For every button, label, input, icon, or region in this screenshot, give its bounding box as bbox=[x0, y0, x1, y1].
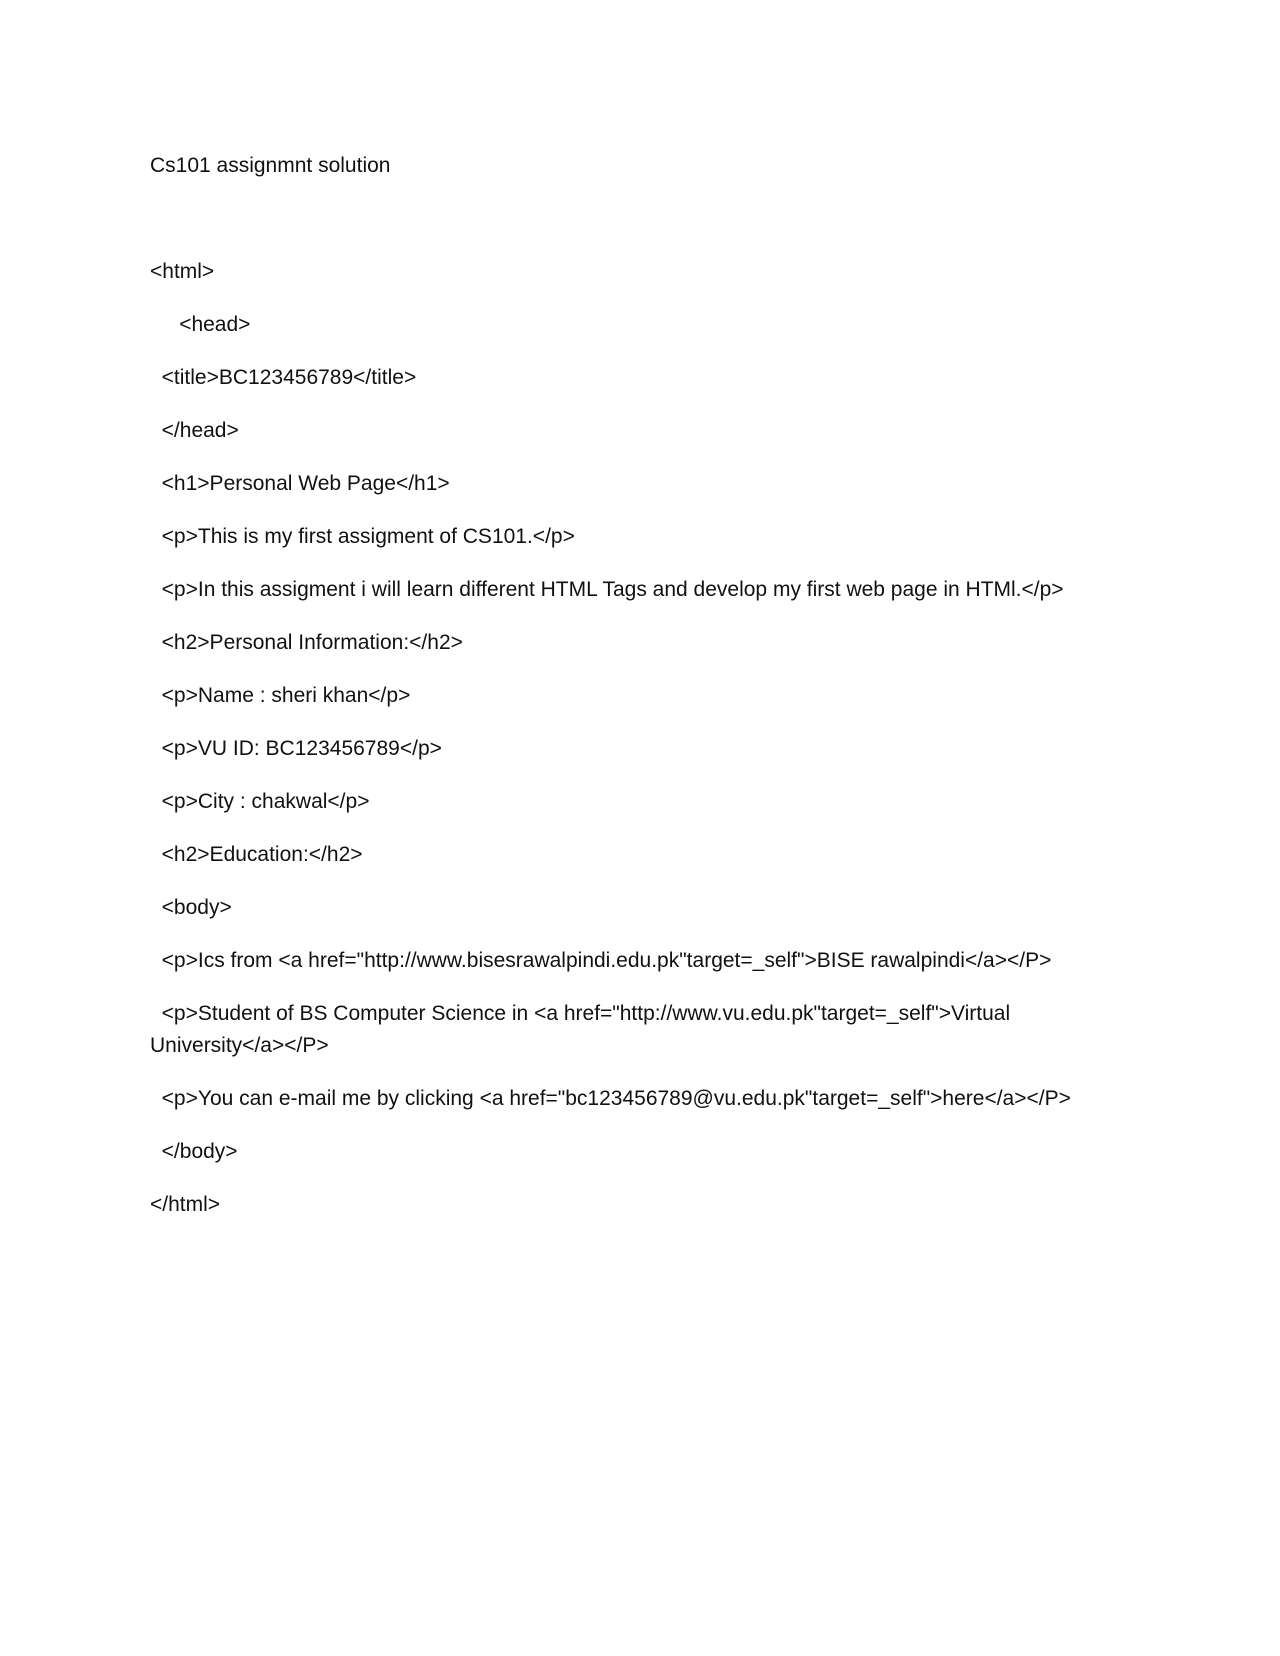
code-line: <h1>Personal Web Page</h1> bbox=[150, 472, 450, 495]
code-line: <p>VU ID: BC123456789</p> bbox=[150, 737, 442, 760]
code-line: <p>Ics from <a href="http://www.bisesrawalpindi.edu.pk"target=_self">BISE rawalpindi</a></P> bbox=[150, 949, 1052, 972]
code-line: <body> bbox=[150, 896, 232, 919]
document-body bbox=[150, 150, 1090, 1242]
code-line: <p>Name : sheri khan</p> bbox=[150, 684, 411, 707]
document-title: Cs101 assignmnt solution bbox=[150, 154, 391, 177]
code-line: <p>City : chakwal</p> bbox=[150, 790, 370, 813]
code-line: <p>You can e-mail me by clicking <a href="bc123456789@vu.edu.pk"target=_self">here</a></P> bbox=[150, 1087, 1071, 1110]
code-line: <title>BC123456789</title> bbox=[150, 366, 417, 389]
code-line: <p>In this assigment i will learn different HTML Tags and develop my first web page in HTMl.</p> bbox=[150, 578, 1064, 601]
code-line: <h2>Education:</h2> bbox=[150, 843, 363, 866]
code-line: <head> bbox=[150, 313, 251, 336]
code-line: </body> bbox=[150, 1140, 238, 1163]
code-line: <p>This is my first assigment of CS101.</p> bbox=[150, 525, 575, 548]
code-line: <h2>Personal Information:</h2> bbox=[150, 631, 463, 654]
code-line: </head> bbox=[150, 419, 239, 442]
code-line: <p>Student of BS Computer Science in <a href="http://www.vu.edu.pk"target=_self">Virtual University</a></P> bbox=[150, 1002, 1016, 1057]
code-line: <html> bbox=[150, 260, 215, 283]
code-line: </html> bbox=[150, 1193, 221, 1216]
